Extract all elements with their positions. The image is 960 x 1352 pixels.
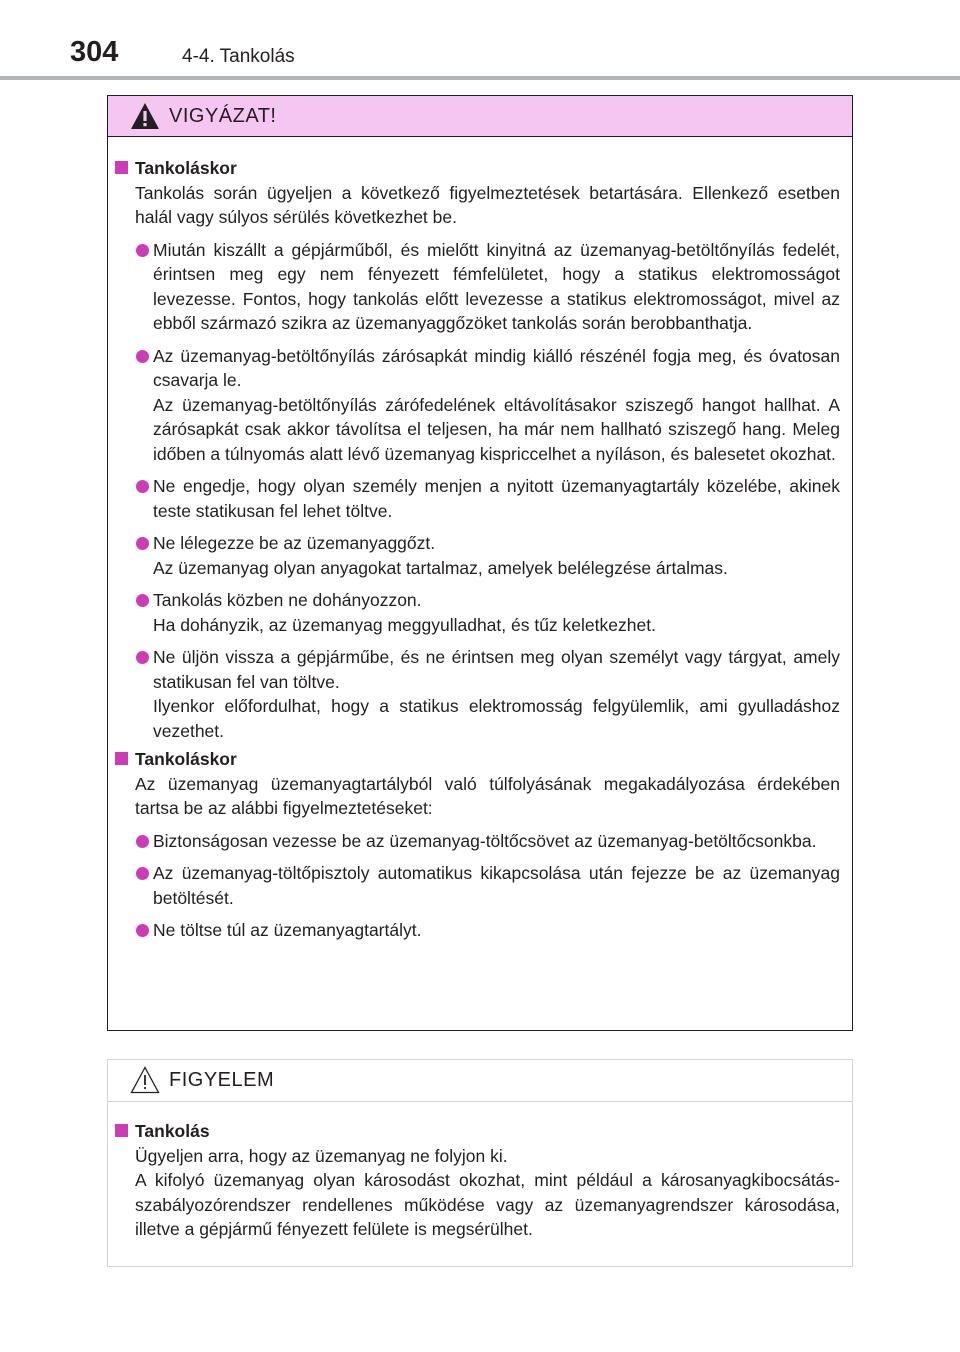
- list-item: Az üzemanyag-betöltőnyílás zárósapkát mindig kiálló részénél fogja meg, és óvatosan csavarja le. Az üzemanyag-betöltőnyílás zárófedelének eltávolításakor sziszegő hangot hallhat. A zárósapkát csak akkor távolítsa el teljesen, ha már nem hallható sziszegő hang. Meleg időben a túlnyomás alatt lévő üzemanyag kispriccelhet a nyíláson, és balesetet okozhat.: [114, 344, 840, 467]
- list-item: Biztonságosan vezesse be az üzemanyag-töltőcsövet az üzemanyag-betöltőcsonkba.: [114, 829, 840, 854]
- round-bullet-icon: [136, 835, 149, 848]
- round-bullet-icon: [136, 537, 149, 550]
- caution-box: [107, 1059, 853, 1267]
- round-bullet-icon: [136, 651, 149, 664]
- warning-label: VIGYÁZAT!: [169, 105, 277, 127]
- list-item: Ne lélegezze be az üzemanyaggőzt. Az üzemanyag olyan anyagokat tartalmaz, amelyek belélegzése ártalmas.: [114, 531, 840, 580]
- round-bullet-icon: [136, 867, 149, 880]
- list-item: Ne engedje, hogy olyan személy menjen a nyitott üzemanyagtartály közelébe, akinek teste statikusan fel lehet töltve.: [114, 474, 840, 523]
- caution-header: [108, 1060, 852, 1102]
- round-bullet-icon: [136, 350, 149, 363]
- warning-box: [107, 95, 853, 1031]
- round-bullet-icon: [136, 924, 149, 937]
- caution-label: FIGYELEM: [169, 1069, 275, 1091]
- list-item: Az üzemanyag-töltőpisztoly automatikus kikapcsolása után fejezze be az üzemanyag betöltését.: [114, 861, 840, 910]
- header-rule: [0, 76, 960, 80]
- list-item: Tankolás közben ne dohányozzon. Ha dohányzik, az üzemanyag meggyulladhat, és tűz keletkezhet.: [114, 588, 840, 637]
- section-title: 4-4. Tankolás: [182, 46, 295, 67]
- warning-triangle-icon: [130, 102, 160, 130]
- square-bullet-icon: [115, 752, 128, 765]
- section-text: Ügyeljen arra, hogy az üzemanyag ne folyjon ki. A kifolyó üzemanyag olyan károsodást okozhat, mint például a károsanyagkibocsátás-szabályozórendszer rendellenes működése vagy az üzemanyagrendszer károsodása, illetve a gépjármű fényezett felülete is megsérülhet.: [135, 1145, 840, 1239]
- square-bullet-icon: [115, 161, 128, 174]
- round-bullet-icon: [136, 480, 149, 493]
- page-number: 304: [70, 36, 119, 68]
- warning-body: [108, 156, 852, 951]
- caution-body: [108, 1119, 852, 1250]
- page-header: [0, 0, 960, 80]
- round-bullet-icon: [136, 244, 149, 257]
- section-heading: Tankolás: [114, 1119, 840, 1144]
- list-item: Ne töltse túl az üzemanyagtartályt.: [114, 918, 840, 943]
- square-bullet-icon: [115, 1124, 128, 1137]
- section-intro: Tankolás során ügyeljen a következő figyelmeztetések betartására. Ellenkező esetben halál vagy súlyos sérülés következhet be.: [135, 182, 840, 227]
- warning-header: [108, 96, 852, 137]
- list-item: Miután kiszállt a gépjárműből, és mielőtt kinyitná az üzemanyag-betöltőnyílás fedelét, érintsen meg egy nem fényezett fémfelületet, hogy a statikus elektromosságot levezesse. Fontos, hogy tankolás előtt levezesse a statikus elektromosságot, mivel az ebből származó szikra az üzemanyaggőzöket tankolás során berobbanthatja.: [114, 238, 840, 336]
- list-item: Ne üljön vissza a gépjárműbe, és ne érintsen meg olyan személyt vagy tárgyat, amely statikusan fel van töltve. Ilyenkor előfordulhat, hogy a statikus elektromosság felgyülemlik, ami gyulladáshoz vezethet.: [114, 645, 840, 743]
- section-intro: Az üzemanyag üzemanyagtartályból való túlfolyásának megakadályozása érdekében tartsa be az alábbi figyelmeztetéseket:: [135, 773, 840, 818]
- caution-triangle-icon: [130, 1066, 160, 1094]
- section-heading: Tankoláskor: [114, 747, 840, 772]
- round-bullet-icon: [136, 594, 149, 607]
- section-heading: Tankoláskor: [114, 156, 840, 181]
